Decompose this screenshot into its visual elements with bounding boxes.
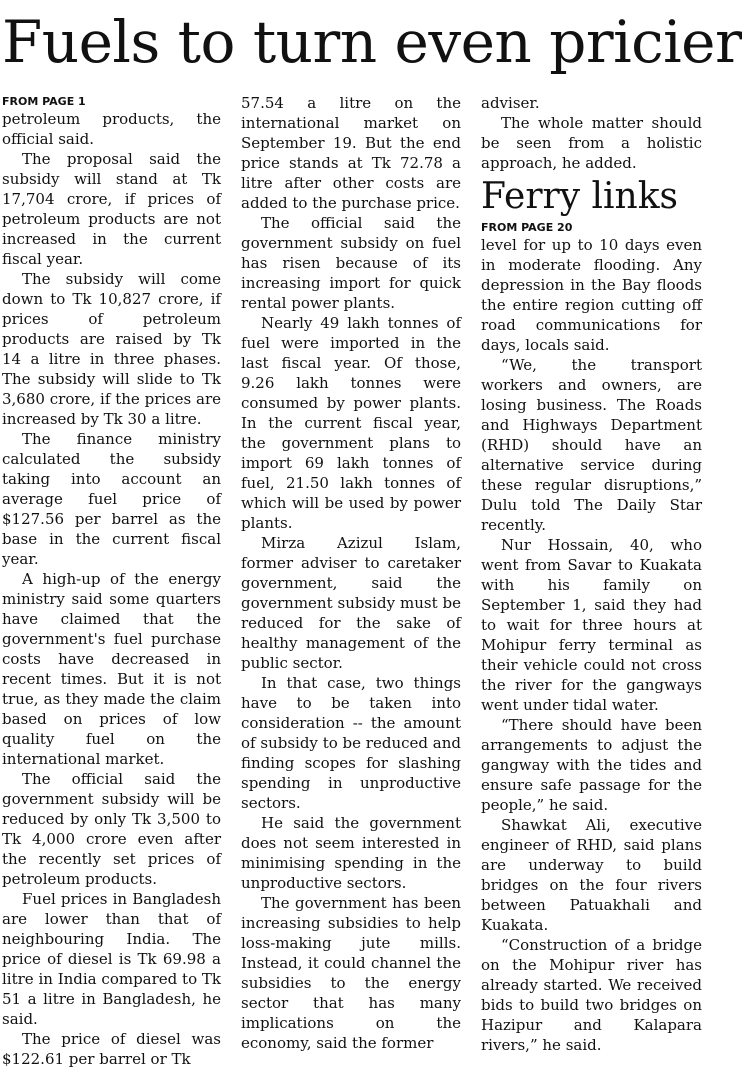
paragraph: The whole matter should be seen from a holistic approach, he added. [481,114,702,172]
paragraph: 57.54 a litre on the international market on September 19. But the end price stands at Tk 72.78 a litre after other costs are added to the purchase price. [241,94,461,212]
paragraph: The finance ministry calculated the subsidy taking into account an average fuel price of $127.56 per barrel as the base in the current fiscal year. [2,430,221,568]
kicker-from-page-20: FROM PAGE 20 [481,221,573,234]
paragraph: “There should have been arrangements to adjust the gangway with the tides and ensure safe passage for the people,” he said. [481,716,702,814]
paragraph: Nur Hossain, 40, who went from Savar to Kuakata with his family on September 1, said they had to wait for three hours at Mohipur ferry terminal as their vehicle could not cross the river for the gangways went under tidal water. [481,536,702,714]
kicker-from-page-1: FROM PAGE 1 [2,95,86,108]
paragraph: Fuel prices in Bangladesh are lower than that of neighbouring India. The price of diesel is Tk 69.98 a litre in India compared to Tk 51 a litre in Bangladesh, he said. [2,890,221,1028]
paragraph: The subsidy will come down to Tk 10,827 crore, if prices of petroleum products are raised by Tk 14 a litre in three phases. The subsidy will slide to Tk 3,680 crore, if the prices are increased by Tk 30 a litre. [2,270,221,428]
ferry-links-headline: Ferry links [481,176,679,217]
paragraph: Shawkat Ali, executive engineer of RHD, said plans are underway to build bridges on the four rivers between Patuakhali and Kuakata. [481,816,702,934]
paragraph: A high-up of the energy ministry said some quarters have claimed that the government's fuel purchase costs have decreased in recent times. But it is not true, as they made the claim based on prices of low quality fuel on the international market. [2,570,221,768]
paragraph: The price of diesel was $122.61 per barrel or Tk [2,1030,221,1068]
paragraph: “We, the transport workers and owners, are losing business. The Roads and Highways Department (RHD) should have an alternative service during these regular disruptions,” Dulu told The Daily Star recently. [481,356,702,534]
paragraph: adviser. [481,94,540,112]
paragraph: The official said the government subsidy on fuel has risen because of its increasing import for quick rental power plants. [241,214,461,312]
paragraph: The government has been increasing subsidies to help loss-making jute mills. Instead, it could channel the subsidies to the energy sector that has many implications on the economy, said the former [241,894,461,1052]
paragraph: He said the government does not seem interested in minimising spending in the unproductive sectors. [241,814,461,892]
paragraph: “Construction of a bridge on the Mohipur river has already started. We received bids to build two bridges on Hazipur and Kalapara rivers,” he said. [481,936,702,1054]
paragraph: level for up to 10 days even in moderate flooding. Any depression in the Bay floods the entire region cutting off road communications for days, locals said. [481,236,702,354]
paragraph: petroleum products, the official said. [2,110,221,148]
column-1 [2,93,221,1068]
paragraph: Nearly 49 lakh tonnes of fuel were imported in the last fiscal year. Of those, 9.26 lakh tonnes were consumed by power plants. In the current fiscal year, the government plans to import 69 lakh tonnes of fuel, 21.50 lakh tonnes of which will be used by power plants. [241,314,461,532]
paragraph: The proposal said the subsidy will stand at Tk 17,704 crore, if prices of petroleum products are not increased in the current fiscal year. [2,150,221,268]
paragraph: Mirza Azizul Islam, former adviser to caretaker government, said the government subsidy must be reduced for the sake of healthy management of the public sector. [241,534,461,672]
headline: Fuels to turn even pricier [2,8,742,76]
paragraph: In that case, two things have to be taken into consideration -- the amount of subsidy to be reduced and finding scopes for slashing spending in unproductive sectors. [241,674,461,812]
column-3 [481,93,702,1054]
paragraph: The official said the government subsidy will be reduced by only Tk 3,500 to Tk 4,000 crore even after the recently set prices of petroleum products. [2,770,221,888]
column-2 [241,93,461,1052]
